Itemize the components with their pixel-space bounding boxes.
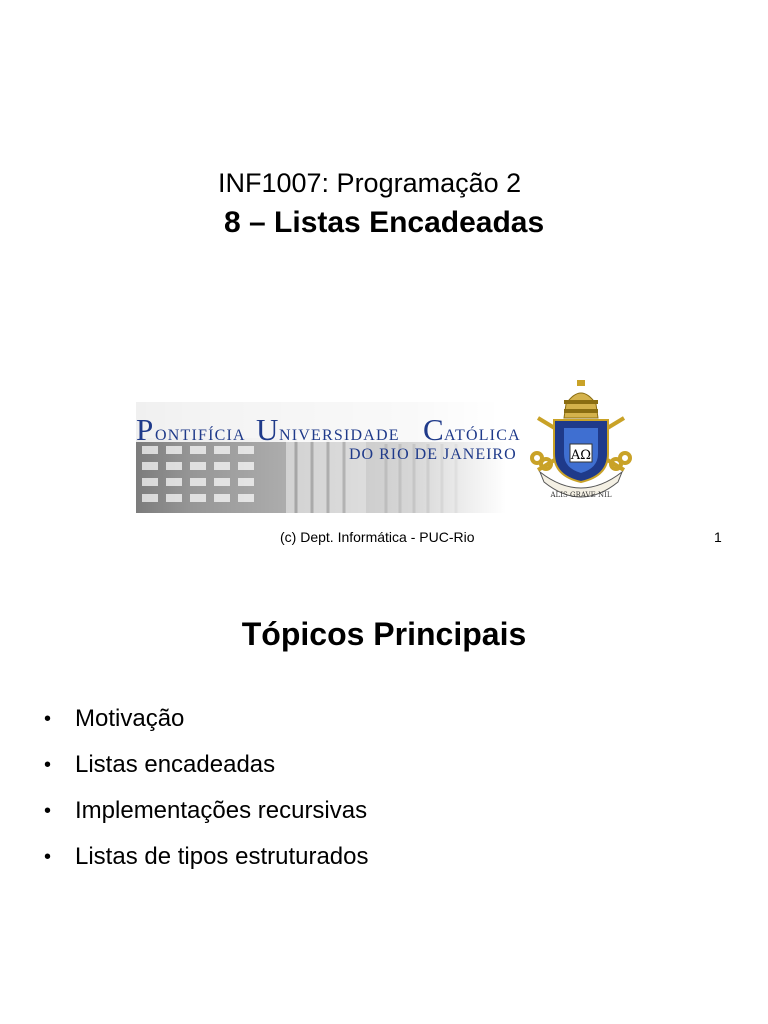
topic-list (44, 703, 369, 887)
bullet: • (44, 754, 52, 776)
lecture-title: 8 – Listas Encadeadas (224, 206, 545, 239)
topics-title: Tópicos Principais (241, 616, 527, 652)
footer-credit: (c) Dept. Informática - PUC-Rio (280, 529, 475, 545)
course-title: INF1007: Programação 2 (218, 168, 522, 198)
bullet: • (44, 846, 52, 868)
topic-text: Listas de tipos estruturados (75, 843, 369, 870)
logo-word-catolica: ATÓLICA (444, 427, 521, 444)
list-item (44, 703, 369, 749)
puc-rio-logo (136, 378, 636, 513)
bullet: • (44, 708, 52, 730)
crest-icon (532, 380, 630, 499)
topic-text: Implementações recursivas (75, 797, 368, 824)
logo-initial-u: U (256, 412, 279, 447)
list-item (44, 841, 369, 887)
crest-letters: ΑΩ (570, 448, 592, 463)
list-item (44, 795, 369, 841)
topic-text: Listas encadeadas (75, 751, 276, 778)
logo-word-pontificia: ONTIFÍCIA (155, 427, 246, 444)
logo-initial-p: P (136, 412, 154, 447)
logo-initial-c: C (423, 412, 444, 447)
logo-line2: DO RIO DE JANEIRO (349, 446, 517, 463)
bullet: • (44, 800, 52, 822)
topic-text: Motivação (75, 705, 185, 732)
list-item (44, 749, 369, 795)
crest-motto: ALIS GRAVE NIL (550, 491, 612, 499)
page-number: 1 (714, 529, 722, 545)
logo-word-universidade: NIVERSIDADE (279, 427, 400, 444)
topics-slide (0, 560, 768, 1024)
